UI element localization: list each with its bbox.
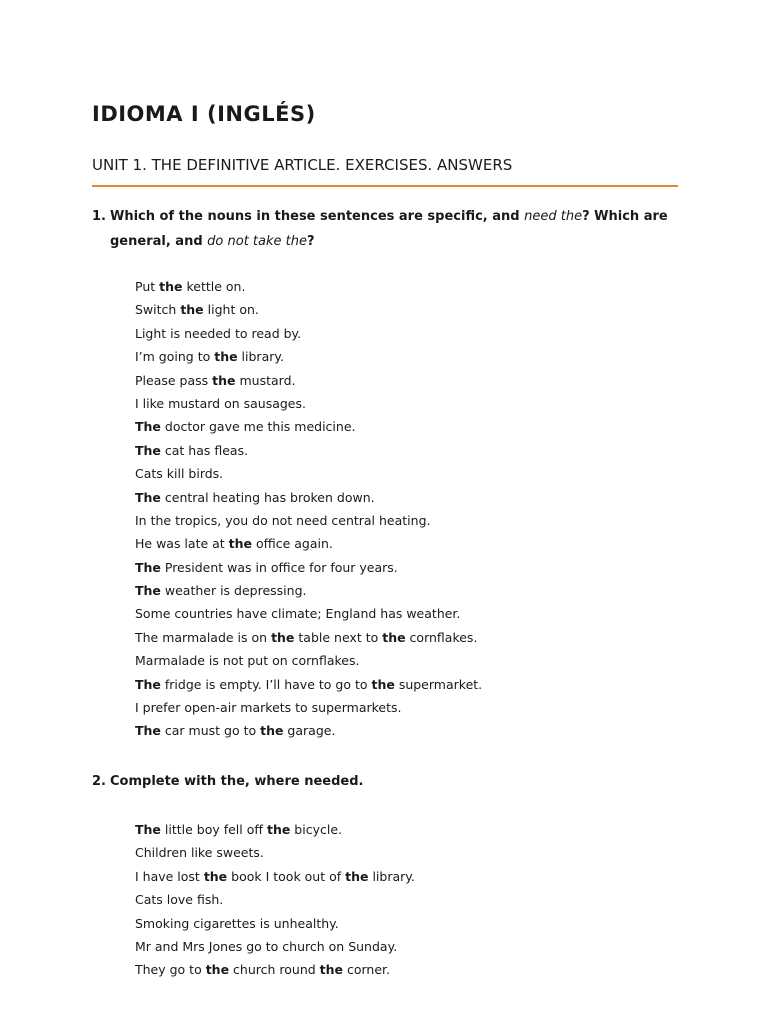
article-the: the — [260, 723, 284, 739]
sentence-text: I’m going to — [135, 349, 215, 365]
sentence-text: corner. — [343, 962, 391, 978]
exercise-2-heading — [92, 769, 684, 794]
sentence-text: Switch — [135, 302, 181, 318]
article-the: the — [345, 868, 369, 884]
article-the: the — [205, 962, 230, 978]
article-the: the — [212, 372, 236, 388]
answer-sentence — [135, 820, 342, 840]
answer-sentence — [135, 417, 355, 437]
article-the: The — [135, 559, 161, 575]
article-the: The — [135, 583, 161, 599]
exercise-1-prompt — [92, 204, 684, 254]
sentence-text: The marmalade is on — [135, 629, 272, 645]
answer-sentence — [135, 960, 390, 980]
sentence-text: garage. — [283, 723, 336, 739]
sentence-text: I like mustard on sausages. — [135, 395, 306, 411]
article-the: the — [214, 349, 238, 365]
sentence-text: Marmalade is not put on cornflakes. — [135, 653, 360, 669]
sentence-text: I prefer open-air markets to supermarkets. — [135, 700, 402, 716]
answer-sentence — [135, 441, 248, 461]
sentence-text: I have lost — [135, 868, 204, 884]
answer-sentence — [135, 277, 245, 297]
article-the: the — [319, 962, 344, 978]
sentence-text: cat has fleas. — [160, 442, 249, 458]
exercise-1-number: 1. — [92, 209, 106, 224]
answer-sentence — [135, 558, 398, 578]
answer-sentence — [135, 324, 301, 344]
answer-sentence — [135, 721, 335, 741]
article-the: The — [135, 676, 161, 692]
sentence-text: Smoking cigarettes is unhealthy. — [135, 915, 339, 931]
exercise-2-prompt — [92, 769, 684, 794]
answer-sentence — [135, 394, 306, 414]
answer-sentence — [135, 511, 430, 531]
sentence-text: Please pass — [135, 372, 213, 388]
sentence-text: In the tropics, you do not need central heating. — [135, 512, 431, 528]
answer-sentence — [135, 534, 333, 554]
exercise-2-number: 2. — [92, 774, 106, 789]
answer-sentence — [135, 675, 482, 695]
unit-subtitle: UNIT 1. THE DEFINITIVE ARTICLE. EXERCISES. ANSWERS — [92, 156, 513, 174]
answer-sentence — [135, 347, 284, 367]
answer-sentence — [135, 604, 460, 624]
article-the: The — [135, 822, 161, 837]
answer-sentence — [135, 300, 259, 320]
article-the: the — [159, 279, 183, 294]
sentence-text: cornflakes. — [405, 629, 478, 645]
answer-sentence — [135, 698, 402, 718]
article-the: The — [135, 442, 161, 458]
sentence-text: Some countries have climate; England has weather. — [135, 606, 461, 622]
emphasis-text: need the — [524, 209, 583, 224]
sentence-text: He was late at — [135, 536, 229, 552]
article-the: the — [180, 302, 204, 318]
sentence-text: bicycle. — [290, 822, 342, 837]
sentence-text: ? — [307, 234, 315, 249]
article-the: The — [135, 489, 161, 505]
document-title: IDIOMA I (INGLÉS) — [92, 102, 316, 126]
sentence-text: church round — [229, 962, 320, 978]
sentence-text: weather is depressing. — [160, 583, 307, 599]
article-the: the — [266, 822, 291, 837]
sentence-text: They go to — [135, 962, 206, 978]
article-the: the — [382, 629, 406, 645]
sentence-text: Put — [135, 279, 160, 294]
answer-sentence — [135, 890, 223, 910]
sentence-text: little boy fell off — [160, 822, 267, 837]
sentence-text: central heating has broken down. — [160, 489, 375, 505]
sentence-text: library. — [368, 868, 415, 884]
sentence-text: library. — [237, 349, 284, 365]
answer-sentence — [135, 937, 397, 957]
sentence-text: ? Which are general, and — [110, 209, 668, 249]
sentence-text: light on. — [203, 302, 259, 318]
answer-sentence — [135, 914, 339, 934]
answer-sentence — [135, 581, 306, 601]
sentence-text: fridge is empty. I’ll have to go to — [160, 676, 372, 692]
sentence-text: Light is needed to read by. — [135, 325, 302, 341]
answer-sentence — [135, 651, 359, 671]
emphasis-text: do not take the — [207, 234, 307, 249]
sentence-text: car must go to — [160, 723, 261, 739]
sentence-text: Cats love fish. — [135, 892, 224, 908]
sentence-text: Which of the nouns in these sentences are specific, and — [110, 209, 525, 224]
answer-sentence — [135, 464, 223, 484]
answer-sentence — [135, 843, 264, 863]
article-the: the — [203, 868, 228, 884]
article-the: the — [228, 536, 253, 552]
sentence-text: Complete with the, where needed. — [110, 774, 364, 789]
sentence-text: office again. — [252, 536, 333, 552]
article-the: the — [271, 629, 295, 645]
answer-sentence — [135, 628, 477, 648]
sentence-text: supermarket. — [394, 676, 483, 692]
answer-sentence — [135, 371, 295, 391]
sentence-text: kettle on. — [182, 279, 246, 294]
sentence-text: Mr and Mrs Jones go to church on Sunday. — [135, 938, 398, 954]
exercise-1-heading — [92, 204, 684, 254]
sentence-text: Cats kill birds. — [135, 466, 224, 482]
article-the: The — [135, 419, 161, 435]
article-the: The — [135, 723, 161, 739]
header-divider — [92, 185, 678, 187]
sentence-text: mustard. — [235, 372, 296, 388]
sentence-text: table next to — [294, 629, 383, 645]
sentence-text: book I took out of — [227, 868, 346, 884]
answer-sentence — [135, 488, 375, 508]
sentence-text: President was in office for four years. — [160, 559, 398, 575]
sentence-text: Children like sweets. — [135, 845, 264, 861]
article-the: the — [371, 676, 395, 692]
answer-sentence — [135, 867, 415, 887]
sentence-text: doctor gave me this medicine. — [160, 419, 356, 435]
